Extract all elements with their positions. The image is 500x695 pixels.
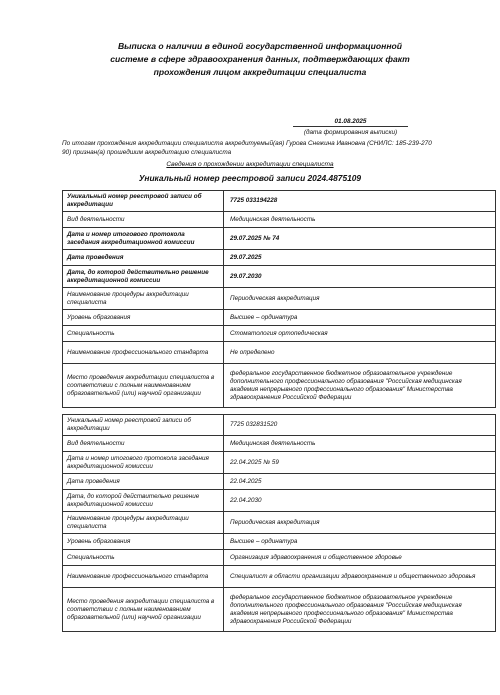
extract-date: 01.08.2025	[293, 118, 408, 127]
row-value: Стоматология ортопедическая	[224, 326, 496, 342]
row-value: Медицинская деятельность	[224, 436, 496, 452]
row-label: Дата и номер итогового протокола заседания аккредитационной комиссии	[63, 228, 224, 250]
title-line-3: прохождения лицом аккредитации специалиста	[153, 67, 367, 77]
record-row	[63, 191, 496, 212]
row-label: Вид деятельности	[63, 212, 224, 228]
row-label: Уникальный номер реестровой записи об аккредитации	[63, 415, 224, 436]
row-value: 22.04.2025	[224, 474, 496, 490]
row-label: Уровень образования	[63, 534, 224, 550]
row-label: Дата проведения	[63, 250, 224, 266]
row-label: Дата и номер итогового протокола заседания аккредитационной комиссии	[63, 452, 224, 474]
registry-number: Уникальный номер реестровой записи 2024.4875109	[138, 173, 362, 183]
row-value: Периодическая аккредитация	[224, 512, 496, 534]
date-block	[293, 118, 408, 136]
record-row	[63, 436, 496, 452]
record-row	[63, 342, 496, 364]
row-value: 22.04.2025 № 59	[224, 452, 496, 474]
row-label: Специальность	[63, 550, 224, 566]
record-row	[63, 212, 496, 228]
row-value: Высшее – ординатура	[224, 534, 496, 550]
row-value: Медицинская деятельность	[224, 212, 496, 228]
row-label: Дата, до которой действительно решение аккредитационной комиссии	[63, 490, 224, 512]
document-title	[95, 40, 425, 79]
row-value: 7725 033194228	[224, 191, 496, 212]
row-label: Дата проведения	[63, 474, 224, 490]
row-value: Не определено	[224, 342, 496, 364]
row-label: Наименование процедуры аккредитации специалиста	[63, 512, 224, 534]
section-subtitle: Сведения о прохождении аккредитации специалиста	[166, 161, 334, 168]
record-row	[63, 512, 496, 534]
row-label: Наименование профессионального стандарта	[63, 566, 224, 588]
record-row	[63, 266, 496, 288]
record-row	[63, 415, 496, 436]
row-label: Специальность	[63, 326, 224, 342]
record-table-1	[62, 190, 496, 408]
record-row	[63, 490, 496, 512]
row-label: Наименование профессионального стандарта	[63, 342, 224, 364]
row-label: Место проведения аккредитации специалиста в соответствии с полным наименованием образовательной (или) научной организации	[63, 588, 224, 632]
row-value: Высшее – ординатура	[224, 310, 496, 326]
row-value: федеральное государственное бюджетное образовательное учреждение дополнительного профессионального образования "Российская медицинская академия непрерывного профессионального образования" Министерства здравоохранения Российской Федерации	[224, 588, 496, 632]
row-value: 29.07.2030	[224, 266, 496, 288]
record-row	[63, 550, 496, 566]
record-row	[63, 250, 496, 266]
record-row	[63, 364, 496, 408]
record-row	[63, 588, 496, 632]
row-label: Дата, до которой действительно решение аккредитационной комиссии	[63, 266, 224, 288]
row-value: 29.07.2025 № 74	[224, 228, 496, 250]
record-row	[63, 310, 496, 326]
row-label: Уникальный номер реестровой записи об аккредитации	[63, 191, 224, 212]
row-value: Периодическая аккредитация	[224, 288, 496, 310]
title-line-2: системе в сфере здравоохранения данных, подтверждающих факт	[110, 54, 410, 64]
record-row	[63, 534, 496, 550]
record-row	[63, 228, 496, 250]
record-row	[63, 288, 496, 310]
row-label: Уровень образования	[63, 310, 224, 326]
row-value: Специалист в области организации здравоохранения и общественного здоровья	[224, 566, 496, 588]
record-row	[63, 474, 496, 490]
extract-date-caption: (дата формирования выписки)	[303, 129, 398, 136]
title-line-1: Выписка о наличии в единой государственной информационной	[117, 41, 403, 51]
row-label: Наименование процедуры аккредитации специалиста	[63, 288, 224, 310]
record-table-2	[62, 414, 496, 632]
row-value: 7725 032831520	[224, 415, 496, 436]
record-row	[63, 452, 496, 474]
row-value: федеральное государственное бюджетное образовательное учреждение дополнительного профессионального образования "Российская медицинская академия непрерывного профессионального образования" Министерства здравоохранения Российской Федерации	[224, 364, 496, 408]
row-label: Вид деятельности	[63, 436, 224, 452]
row-value: Организация здравоохранения и общественное здоровье	[224, 550, 496, 566]
row-label: Место проведения аккредитации специалиста в соответствии с полным наименованием образовательной (или) научной организации	[63, 364, 224, 408]
record-row	[63, 566, 496, 588]
row-value: 22.04.2030	[224, 490, 496, 512]
intro-paragraph: По итогам прохождения аккредитации специалиста аккредитуемый(ая) Гурова Снежина Ивановна (СНИЛС: 185-239-270 90) признан(а) прошедшим аккредитацию специалиста	[62, 140, 432, 156]
row-value: 29.07.2025	[224, 250, 496, 266]
record-row	[63, 326, 496, 342]
